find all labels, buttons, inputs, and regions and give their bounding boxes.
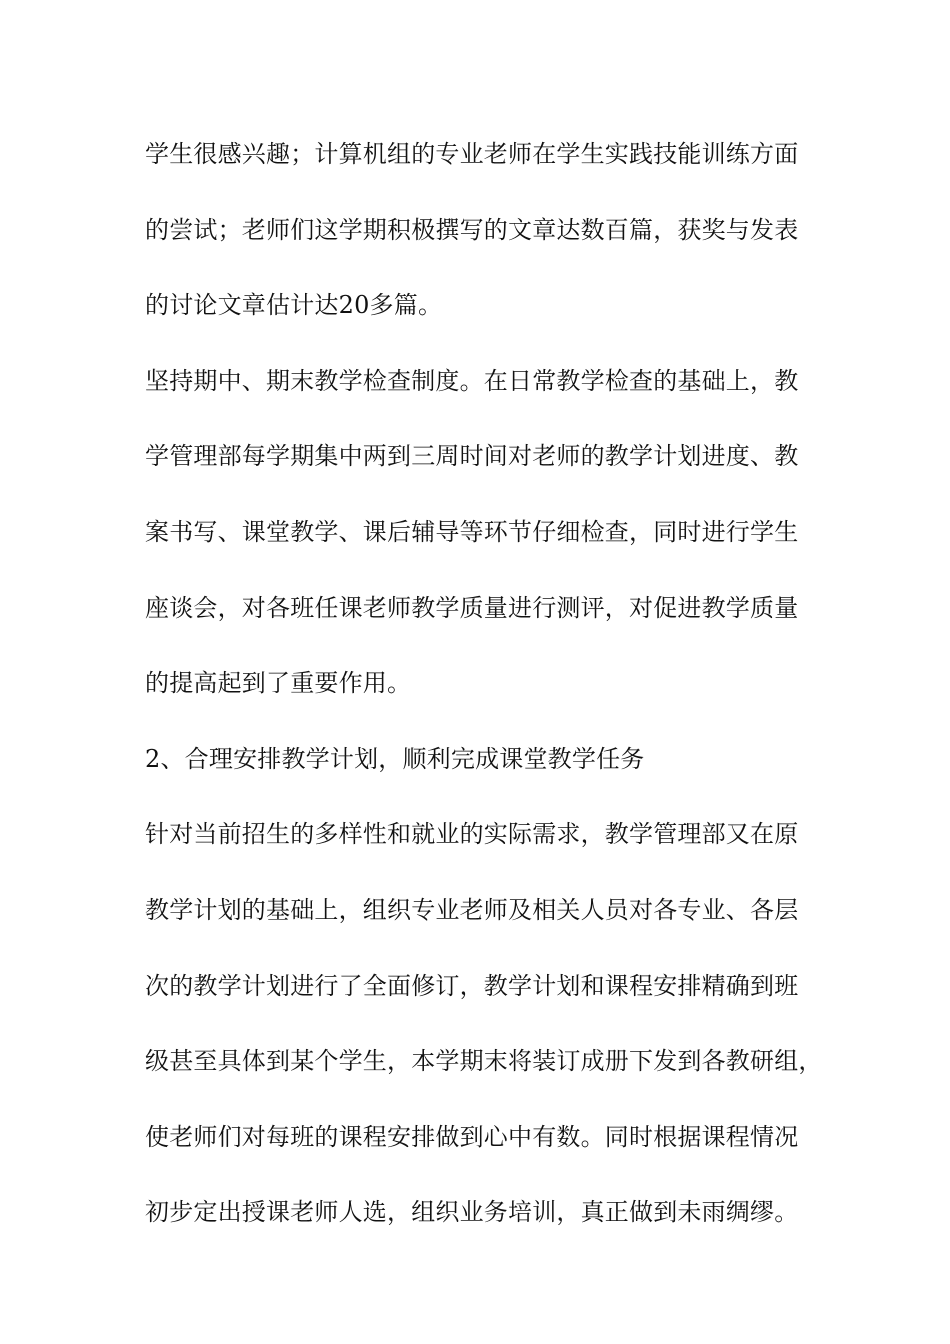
- text-line: 学管理部每学期集中两到三周时间对老师的教学计划进度、教: [145, 442, 799, 471]
- document-body: [145, 130, 835, 1264]
- text-line: 的提高起到了重要作用。: [145, 669, 412, 698]
- text-line: 初步定出授课老师人选，组织业务培训，真正做到未雨绸缪。: [145, 1198, 799, 1227]
- text-line: 级甚至具体到某个学生，本学期末将装订成册下发到各教研组，: [145, 1047, 823, 1076]
- text-line: 的尝试；老师们这学期积极撰写的文章达数百篇，获奖与发表: [145, 215, 799, 244]
- text-line: 坚持期中、期末教学检查制度。在日常教学检查的基础上，教: [145, 366, 799, 395]
- text-line: 学生很感兴趣；计算机组的专业老师在学生实践技能训练方面: [145, 140, 799, 168]
- text-line: 针对当前招生的多样性和就业的实际需求，教学管理部又在原: [145, 820, 799, 849]
- text-line: 座谈会，对各班任课老师教学质量进行测评，对促进教学质量: [145, 593, 799, 622]
- text-line: 案书写、课堂教学、课后辅导等环节仔细检查，同时进行学生: [145, 517, 799, 546]
- text-line: 次的教学计划进行了全面修订，教学计划和课程安排精确到班: [145, 971, 799, 1000]
- text-line: 的讨论文章估计达20多篇。: [145, 291, 443, 320]
- text-line: 使老师们对每班的课程安排做到心中有数。同时根据课程情况: [145, 1122, 799, 1151]
- section-heading: 2、合理安排教学计划，顺利完成课堂教学任务: [145, 744, 645, 773]
- text-line: 教学计划的基础上，组织专业老师及相关人员对各专业、各层: [145, 895, 799, 924]
